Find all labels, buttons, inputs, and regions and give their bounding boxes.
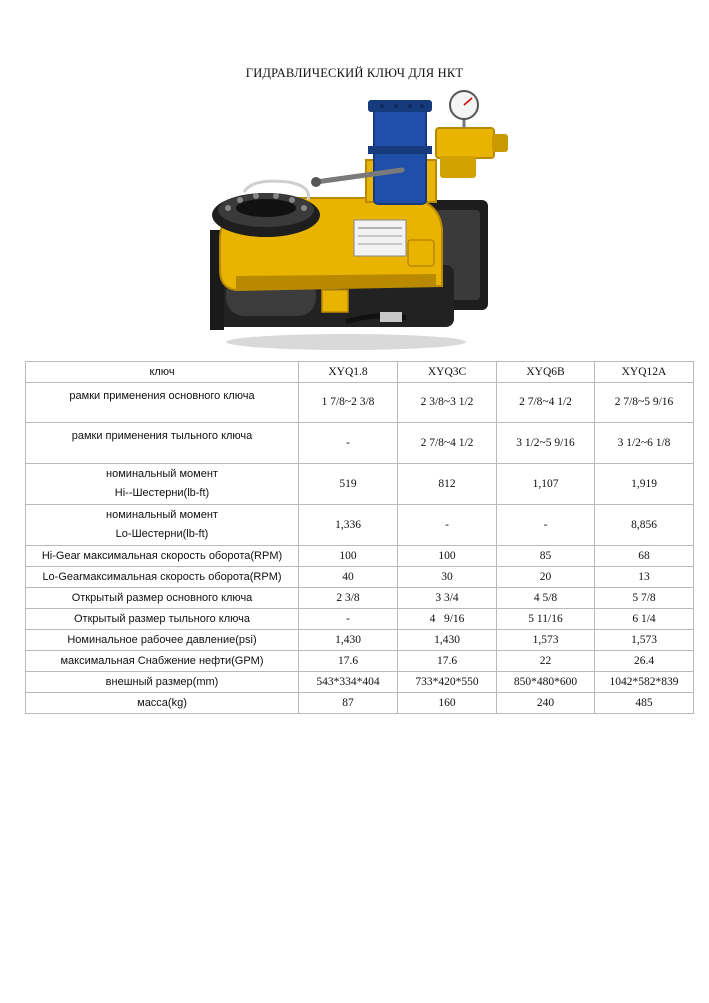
value-cell: 543*334*404 bbox=[299, 672, 398, 693]
value-cell: 3 1/2~6 1/8 bbox=[595, 423, 694, 464]
row-label-cell: внешный размер(mm) bbox=[26, 672, 299, 693]
value-cell: 485 bbox=[595, 693, 694, 714]
row-label-cell bbox=[26, 505, 299, 546]
value-cell: 1,573 bbox=[497, 630, 595, 651]
row-label-cell: масса(kg) bbox=[26, 693, 299, 714]
value-cell: 812 bbox=[398, 464, 497, 505]
row-label-cell: Hi-Gear максимальная скорость оборота(RPM) bbox=[26, 546, 299, 567]
row-label-cell: Номинальное рабочее давление(psi) bbox=[26, 630, 299, 651]
value-cell: - bbox=[299, 423, 398, 464]
header-label-cell: ключ bbox=[26, 362, 299, 383]
value-cell: 6 1/4 bbox=[595, 609, 694, 630]
document-title: ГИДРАВЛИЧЕСКИЙ КЛЮЧ ДЛЯ НКТ bbox=[245, 66, 464, 80]
row-label-line: номинальный момент bbox=[106, 509, 218, 521]
table-row bbox=[26, 693, 694, 714]
table-row bbox=[26, 588, 694, 609]
row-label-line: Hi--Шестерни(lb-ft) bbox=[114, 487, 210, 499]
value-cell: 2 7/8~4 1/2 bbox=[497, 383, 595, 423]
hydraulic-tong-image bbox=[196, 90, 516, 355]
table-row bbox=[26, 423, 694, 464]
value-cell: 5 11/16 bbox=[497, 609, 595, 630]
row-label-cell: рамки применения основного ключа bbox=[26, 383, 299, 423]
value-cell: 13 bbox=[595, 567, 694, 588]
value-cell: 1,430 bbox=[398, 630, 497, 651]
table-row bbox=[26, 383, 694, 423]
value-cell: 1,107 bbox=[497, 464, 595, 505]
model-header-cell: XYQ6B bbox=[497, 362, 595, 383]
value-cell: - bbox=[299, 609, 398, 630]
table-row bbox=[26, 630, 694, 651]
row-label-cell: рамки применения тыльного ключа bbox=[26, 423, 299, 464]
value-cell: 68 bbox=[595, 546, 694, 567]
value-cell: 733*420*550 bbox=[398, 672, 497, 693]
value-cell: 87 bbox=[299, 693, 398, 714]
value-cell: 100 bbox=[398, 546, 497, 567]
value-cell: 17.6 bbox=[299, 651, 398, 672]
value-cell: 850*480*600 bbox=[497, 672, 595, 693]
value-cell: 160 bbox=[398, 693, 497, 714]
value-cell: 4 5/8 bbox=[497, 588, 595, 609]
value-cell: 1042*582*839 bbox=[595, 672, 694, 693]
value-cell: 22 bbox=[497, 651, 595, 672]
table-row bbox=[26, 609, 694, 630]
value-cell: 17.6 bbox=[398, 651, 497, 672]
row-label-cell: Lo-Gearмаксимальная скорость оборота(RPM) bbox=[26, 567, 299, 588]
value-cell: 240 bbox=[497, 693, 595, 714]
value-cell: 4 9/16 bbox=[398, 609, 497, 630]
table-row bbox=[26, 672, 694, 693]
row-label-cell: Открытый размер основного ключа bbox=[26, 588, 299, 609]
model-header-cell: XYQ1.8 bbox=[299, 362, 398, 383]
value-cell: 100 bbox=[299, 546, 398, 567]
value-cell: 30 bbox=[398, 567, 497, 588]
row-label-line: номинальный момент bbox=[106, 468, 218, 480]
specification-table bbox=[25, 361, 694, 714]
value-cell: 2 3/8~3 1/2 bbox=[398, 383, 497, 423]
value-cell: 1,573 bbox=[595, 630, 694, 651]
value-cell: - bbox=[497, 505, 595, 546]
value-cell: 1,336 bbox=[299, 505, 398, 546]
value-cell: 1 7/8~2 3/8 bbox=[299, 383, 398, 423]
table-row bbox=[26, 567, 694, 588]
row-label-cell: Открытый размер тыльного ключа bbox=[26, 609, 299, 630]
row-label-cell bbox=[26, 464, 299, 505]
value-cell: 2 7/8~4 1/2 bbox=[398, 423, 497, 464]
value-cell: 5 7/8 bbox=[595, 588, 694, 609]
value-cell: 3 1/2~5 9/16 bbox=[497, 423, 595, 464]
row-label-line: Lo-Шестерни(lb-ft) bbox=[115, 528, 209, 540]
table-row bbox=[26, 546, 694, 567]
model-header-cell: XYQ12A bbox=[595, 362, 694, 383]
value-cell: 2 7/8~5 9/16 bbox=[595, 383, 694, 423]
value-cell: - bbox=[398, 505, 497, 546]
value-cell: 2 3/8 bbox=[299, 588, 398, 609]
table-row bbox=[26, 651, 694, 672]
header-row bbox=[26, 362, 694, 383]
value-cell: 1,430 bbox=[299, 630, 398, 651]
value-cell: 519 bbox=[299, 464, 398, 505]
row-label-cell: максимальная Снабжение нефти(GPM) bbox=[26, 651, 299, 672]
table-row bbox=[26, 505, 694, 546]
value-cell: 40 bbox=[299, 567, 398, 588]
value-cell: 26.4 bbox=[595, 651, 694, 672]
table-row bbox=[26, 464, 694, 505]
value-cell: 20 bbox=[497, 567, 595, 588]
value-cell: 1,919 bbox=[595, 464, 694, 505]
value-cell: 8,856 bbox=[595, 505, 694, 546]
value-cell: 3 3/4 bbox=[398, 588, 497, 609]
model-header-cell: XYQ3C bbox=[398, 362, 497, 383]
value-cell: 85 bbox=[497, 546, 595, 567]
